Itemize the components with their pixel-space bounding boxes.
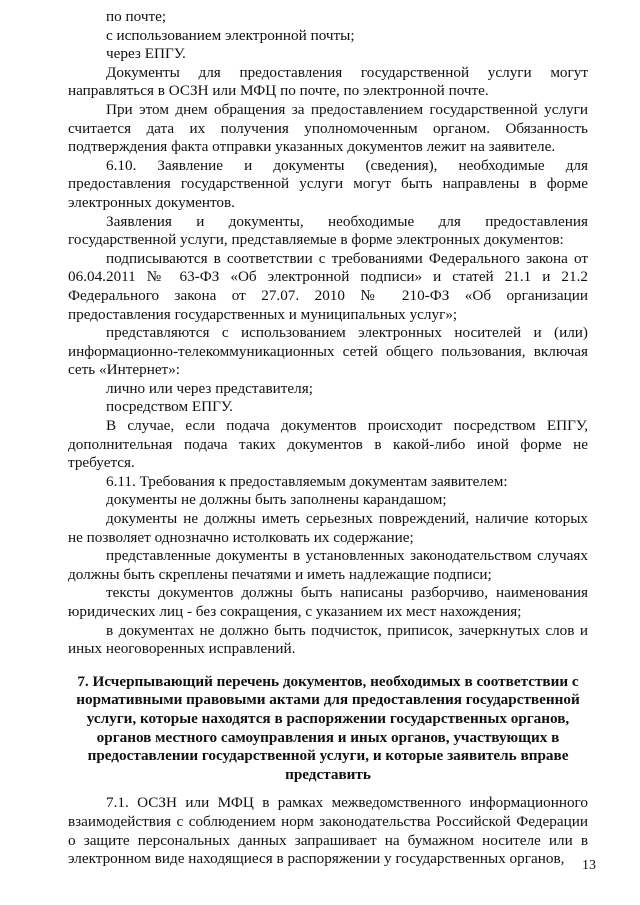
- paragraph: в документах не должно быть подчисток, приписок, зачеркнутых слов и иных неоговоренных исправлений.: [68, 621, 588, 658]
- paragraph: представленные документы в установленных законодательством случаях должны быть скреплены печатями и иметь надлежащие подписи;: [68, 547, 588, 583]
- document-body: [68, 8, 588, 869]
- section-heading: 7. Исчерпывающий перечень документов, необходимых в соответствии с нормативными правовыми актами для предоставления государственной услуги, которые находятся в распоряжении государственных органов, органов местного самоуправления и иных органов, участвующих в предоставлении государственной услуги, и которые заявитель вправе представить: [76, 672, 580, 783]
- paragraph: документы не должны быть заполнены карандашом;: [106, 491, 447, 509]
- paragraph: 6.11. Требования к предоставляемым документам заявителем:: [106, 472, 508, 490]
- paragraph: документы не должны иметь серьезных повреждений, наличие которых не позволяет однозначно истолковать их содержание;: [68, 510, 588, 546]
- paragraph: лично или через представителя;: [106, 379, 313, 397]
- paragraph: по почте;: [106, 8, 167, 25]
- paragraph: через ЕПГУ.: [106, 45, 186, 63]
- paragraph: тексты документов должны быть написаны разборчиво, наименования юридических лиц - без сокращения, с указанием их мест нахождения;: [68, 584, 588, 620]
- paragraph: При этом днем обращения за предоставлением государственной услуги считается дата их получения уполномоченным органом. Обязанность подтверждения факта отправки указанных документов лежит на заявителе.: [68, 100, 588, 156]
- paragraph: Заявления и документы, необходимые для предоставления государственной услуги, представляемые в форме электронных документов:: [68, 212, 588, 249]
- paragraph: с использованием электронной почты;: [106, 26, 355, 44]
- paragraph: 7.1. ОСЗН или МФЦ в рамках межведомственного информационного взаимодействия с соблюдением норм законодательства Российской Федерации о защите персональных данных запрашивает на бумажном носителе или в электронном виде находящиеся в распоряжении у государственных органов,: [68, 794, 588, 868]
- paragraph: представляются с использованием электронных носителей и (или) информационно-телекоммуникационных сетей общего пользования, включая сеть «Интернет»:: [68, 324, 588, 379]
- paragraph: Документы для предоставления государственной услуги могут направляться в ОСЗН или МФЦ по почте, по электронной почте.: [68, 63, 588, 100]
- paragraph: посредством ЕПГУ.: [106, 398, 233, 416]
- paragraph: В случае, если подача документов происходит посредством ЕПГУ, дополнительная подача таких документов в какой-либо иной форме не требуется.: [68, 417, 588, 472]
- page-number: 13: [582, 858, 596, 873]
- paragraph: 6.10. Заявление и документы (сведения), необходимые для предоставления государственной услуги могут быть направлены в форме электронных документов.: [68, 156, 588, 211]
- paragraph: подписываются в соответствии с требованиями Федерального закона от 06.04.2011 № 63-ФЗ «Об электронной подписи» и статей 21.1 и 21.2 Федерального закона от 27.07. 2010 № 210-ФЗ «Об организации предоставления государственных и муниципальных услуг»;: [68, 249, 588, 323]
